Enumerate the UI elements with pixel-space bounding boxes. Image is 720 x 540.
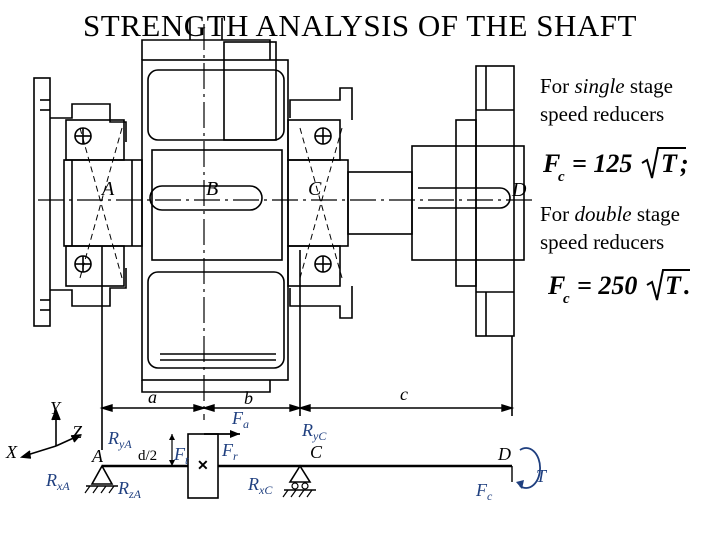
scheme-label-D: D xyxy=(498,444,511,464)
shaft-left-section xyxy=(64,160,142,246)
svg-text:= 250: = 250 xyxy=(577,271,638,300)
fa-arrow-icon xyxy=(230,430,240,438)
label-A: A xyxy=(102,178,115,200)
note-text: stage xyxy=(624,74,674,98)
shaft-middle-section xyxy=(288,160,348,246)
note-text: speed reducers xyxy=(540,102,665,126)
right-coupling-flange xyxy=(476,66,514,336)
svg-text:;: ; xyxy=(680,149,689,178)
formula-single-stage xyxy=(542,148,689,185)
dimension-c-label: c xyxy=(400,384,408,404)
note-text: For xyxy=(540,74,575,98)
shaft-right-section xyxy=(348,172,412,234)
gear-body xyxy=(142,60,288,380)
fc-label: $F_c$ xyxy=(476,480,493,503)
bearing-right-bottom xyxy=(288,246,340,286)
ft-into-page-icon: ✕ xyxy=(197,459,209,474)
svg-text:T: T xyxy=(661,149,677,178)
page-title: STRENGTH ANALYSIS OF THE SHAFT xyxy=(83,8,637,43)
support-c-icon xyxy=(290,466,310,482)
dimension-a-label: a xyxy=(148,387,157,407)
scheme-label-C: C xyxy=(310,442,323,462)
axis-x-label: X xyxy=(6,442,17,462)
bearing-left-top xyxy=(66,120,124,160)
svg-text:F: F xyxy=(548,271,566,300)
rxc-label: $R_{xC}$ xyxy=(248,474,273,497)
loading-scheme xyxy=(5,384,548,503)
svg-text:= 125: = 125 xyxy=(572,149,633,178)
note-emphasis: single xyxy=(574,74,625,98)
keyway-slot-right xyxy=(418,188,510,208)
svg-text:T: T xyxy=(665,271,681,300)
fa-label: $F_a$ xyxy=(232,408,249,431)
support-a-icon xyxy=(92,466,112,484)
formula-double-stage xyxy=(547,270,691,307)
label-B: B xyxy=(206,178,219,200)
ryc-label: $R_{yC}$ xyxy=(302,420,327,443)
ft-label: $F_t$ xyxy=(174,444,189,467)
svg-text:.: . xyxy=(684,271,691,300)
note-emphasis: double xyxy=(574,202,632,226)
svg-text:c: c xyxy=(563,291,570,307)
rza-label: $R_{zA}$ xyxy=(118,478,141,501)
rxa-label: $R_{xA}$ xyxy=(46,470,70,493)
left-housing-flange xyxy=(34,78,50,326)
note-text: speed reducers xyxy=(540,230,665,254)
svg-text:F: F xyxy=(543,149,561,178)
torque-label: T xyxy=(536,466,547,486)
d2-label: d/2 xyxy=(138,448,158,464)
reducer-assembly-drawing xyxy=(34,18,536,450)
dimension-b-label: b xyxy=(244,388,253,408)
drawing-point-labels xyxy=(100,178,527,201)
axis-y-label: Y xyxy=(50,398,61,418)
rya-label: $R_{yA}$ xyxy=(108,428,132,451)
note-text: stage xyxy=(631,202,680,226)
label-C: C xyxy=(308,178,322,200)
bearing-right-top xyxy=(288,120,340,160)
axis-z-label: Z xyxy=(72,422,83,442)
note-text: For xyxy=(540,202,575,226)
fr-label: $F_r$ xyxy=(222,440,238,463)
label-D: D xyxy=(512,179,527,201)
scheme-label-A: A xyxy=(92,446,103,466)
coupling-hub xyxy=(412,146,524,260)
svg-text:c: c xyxy=(558,169,565,185)
